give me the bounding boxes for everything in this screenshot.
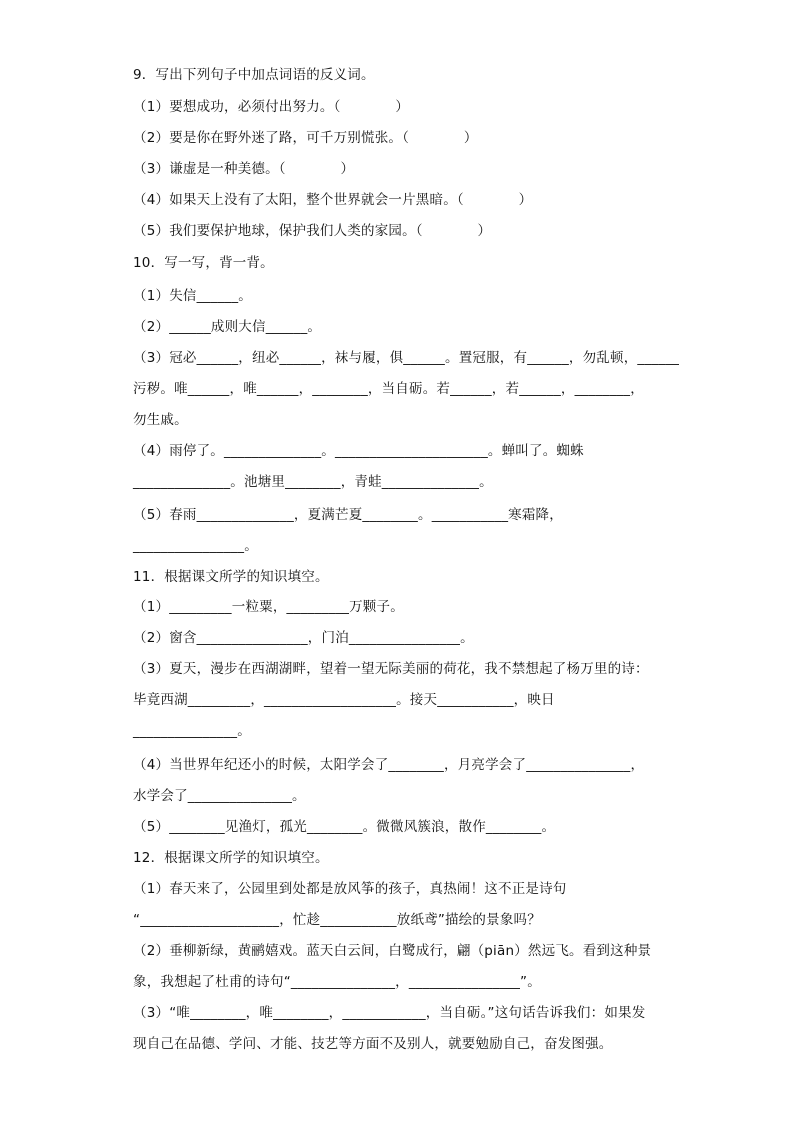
question-10-item-1: （1）失信______。 <box>133 288 252 304</box>
question-12-item-3-line-2: 现自己在品德、学问、才能、技艺等方面不及别人，就要勉励自己，奋发图强。 <box>133 1036 613 1052</box>
question-11-item-3-line-2: 毕竟西湖_________，___________________。接天___________，映日 <box>133 692 555 708</box>
question-10-item-4-line-1: （4）雨停了。______________。______________________。蝉叫了。蜘蛛 <box>133 443 584 459</box>
question-9-item-2: （2）要是你在野外迷了路，可千万别慌张。（ ） <box>133 130 478 146</box>
question-11-item-3-line-3: _______________。 <box>133 723 251 739</box>
question-10-item-2: （2）______成则大信______。 <box>133 319 322 335</box>
question-10-item-3-line-3: 勿生戚。 <box>133 412 188 428</box>
question-11-item-5: （5）________见渔灯，孤光________。微微风簇浪，散作________。 <box>133 819 556 835</box>
question-10-item-4-line-2: ______________。池塘里________，青蛙______________。 <box>133 474 493 490</box>
question-11-item-1: （1）_________一粒粟，_________万颗子。 <box>133 599 404 615</box>
question-12-item-1-line-2: “____________________，忙趁___________放纸鸢”描绘的景象吗？ <box>133 912 541 928</box>
question-9-item-4: （4）如果天上没有了太阳，整个世界就会一片黑暗。（ ） <box>133 192 533 208</box>
question-12-item-1-line-1: （1）春天来了，公园里到处都是放风筝的孩子，真热闹！这不正是诗句 <box>133 881 567 897</box>
question-10-item-3-line-2: 污秽。唯______，唯______，________，当自砺。若______，若______，________， <box>133 381 644 397</box>
question-10-title: 10．写一写，背一背。 <box>133 255 274 271</box>
question-10-item-5-line-2: ________________。 <box>133 538 258 554</box>
question-10-item-5-line-1: （5）春雨______________，夏满芒夏________。___________寒霜降， <box>133 507 563 523</box>
question-11-item-3-line-1: （3）夏天，漫步在西湖湖畔，望着一望无际美丽的荷花，我不禁想起了杨万里的诗： <box>133 661 649 677</box>
question-11-title: 11．根据课文所学的知识填空。 <box>133 569 329 585</box>
question-12-item-3-line-1: （3）“唯________，唯________，____________，当自砺。”这句话告诉我们：如果发 <box>133 1005 646 1021</box>
question-10-item-3-line-1: （3）冠必______，纽必______，袜与履，俱______。置冠服，有______，勿乱顿，______ <box>133 350 680 366</box>
question-12-item-2-line-2: 象，我想起了杜甫的诗句“_______________，________________”。 <box>133 974 541 990</box>
question-12-item-2-line-1: （2）垂柳新绿，黄鹂嬉戏。蓝天白云间，白鹭成行，翩（piān）然远飞。看到这种景 <box>133 943 652 959</box>
question-11-item-4-line-2: 水学会了_______________。 <box>133 788 306 804</box>
question-11-item-4-line-1: （4）当世界年纪还小的时候，太阳学会了________，月亮学会了_______________， <box>133 757 645 773</box>
question-9-item-3: （3）谦虚是一种美德。（ ） <box>133 161 355 177</box>
question-9-item-1: （1）要想成功，必须付出努力。（ ） <box>133 99 410 115</box>
question-11-item-2: （2）窗含________________，门泊________________。 <box>133 630 474 646</box>
question-9-item-5: （5）我们要保护地球，保护我们人类的家园。（ ） <box>133 223 492 239</box>
question-12-title: 12．根据课文所学的知识填空。 <box>133 850 329 866</box>
question-9-title: 9．写出下列句子中加点词语的反义词。 <box>133 67 375 83</box>
